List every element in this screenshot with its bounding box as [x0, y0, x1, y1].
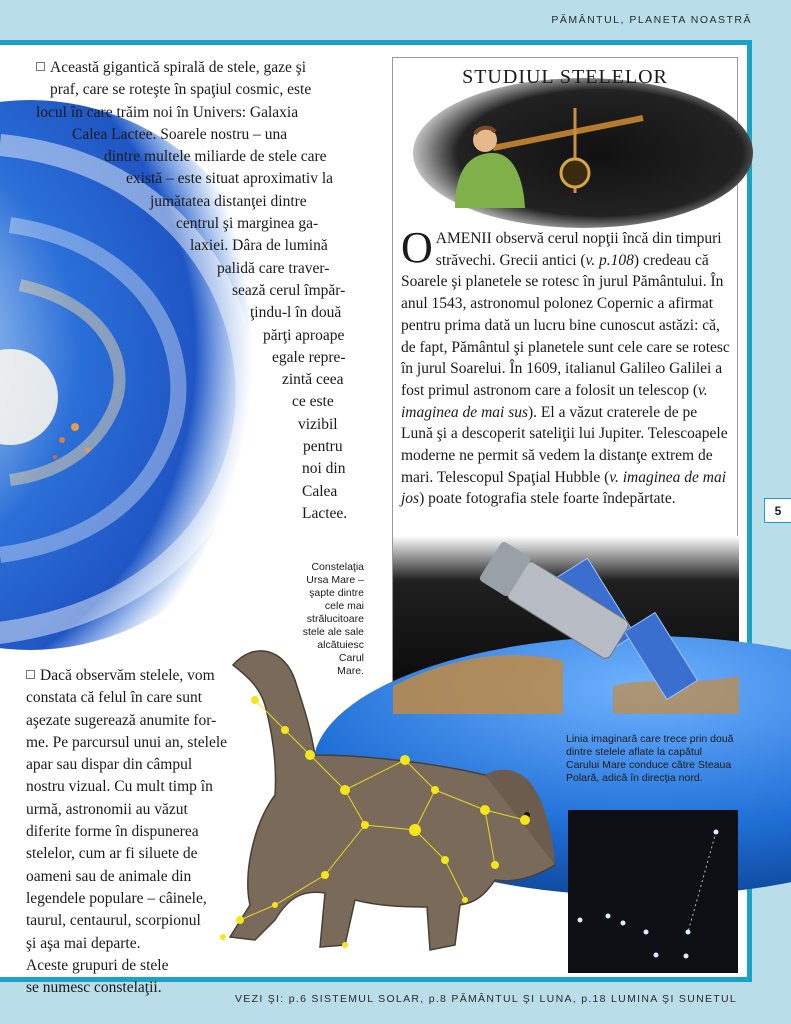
text-line: legendele populare – câinele,: [26, 889, 207, 907]
text-run: v. imaginea de mai sus: [401, 381, 708, 421]
text-line: centrul şi marginea ga-: [176, 215, 319, 233]
text-run: v. imaginea de mai jos: [401, 468, 727, 508]
text-line: taurul, centaurul, scorpionul: [26, 912, 201, 930]
great-bear-illustration: [215, 645, 560, 955]
text-line: constata că felul în care sunt: [26, 689, 203, 707]
text-line: nostru vizual. Cu mult timp în: [26, 778, 213, 796]
text-line: stelelor, cum ar fi siluete de: [26, 845, 198, 863]
caption-line: şapte dintre: [309, 587, 364, 599]
page-number: 5: [764, 498, 791, 523]
text-line: noi din: [302, 460, 346, 478]
text-line: praf, care se roteşte în spaţiul cosmic, este: [50, 81, 312, 99]
text-line: zintă ceea: [282, 371, 344, 389]
text-line: Aceste grupuri de stele: [26, 956, 169, 974]
text-line: Calea: [302, 482, 338, 500]
text-line: diferite forme în dispunerea: [26, 823, 199, 841]
caption-line: Constelaţia: [311, 561, 364, 573]
constellations-text: [26, 665, 266, 999]
text-line: Dacă observăm stelele, vom: [40, 667, 215, 684]
text-run: AMENII observă cerul nopţii încă din timpuri străvechi. Grecii antici (: [435, 230, 722, 269]
big-dipper-photo: [568, 810, 738, 973]
page-frame: [0, 40, 752, 997]
text-line: palidă care traver-: [217, 259, 330, 277]
text-line: locul în care trăim noi în Univers: Galaxia: [36, 103, 299, 121]
text-line: dintre multele miliarde de stele care: [104, 148, 327, 166]
text-line: me. Pe parcursul unui an, stelele: [26, 733, 228, 751]
text-line: egale repre-: [272, 348, 346, 366]
panel-title: STUDIUL STELELOR: [462, 66, 668, 88]
text-line: şi aşa mai departe.: [26, 934, 141, 952]
text-line: se numesc constelaţii.: [26, 979, 162, 997]
text-line: Calea Lactee. Soarele nostru – una: [72, 125, 288, 143]
text-line: Această gigantică spirală de stele, gaze şi: [50, 59, 307, 76]
text-line: aşezate sugerează anumite for-: [26, 711, 217, 729]
text-line: părţi aproape: [263, 326, 345, 344]
text-line: apar sau dispar din câmpul: [26, 756, 193, 774]
text-line: ce este: [292, 393, 334, 411]
drop-cap: O: [401, 223, 433, 272]
star-study-panel: [392, 57, 738, 713]
caption-line: cele mai: [324, 600, 364, 612]
text-run: ) credeau că Soarele şi planetele se rotesc în jurul Pământului. În anul 1543, astronomul polonez Copernic a afirmat pentru prima dată un lucru bine cunoscut astăzi: că, de fapt, Pământul şi planetele sunt cele care se rotesc în jurul Soarelui. În 1609, italianul Galileo Galilei a fost primul astronom care a folosit un telescop (: [401, 251, 730, 399]
text-run: ) poate fotografia stele foarte îndepărtate.: [419, 490, 676, 508]
text-line: vizibil: [298, 415, 338, 433]
panel-text: [401, 223, 731, 510]
text-line: pentru: [303, 438, 343, 456]
checkbox-bullet-icon: [36, 62, 45, 71]
text-line: Lactee.: [302, 504, 348, 522]
caption-line: stele ale sale: [302, 626, 364, 638]
caption-line: Mare.: [337, 665, 364, 677]
text-line: urmă, astronomii au văzut: [26, 800, 188, 818]
running-header: PĂMÂNTUL, PLANETA NOASTRĂ: [551, 14, 752, 26]
polar-star-caption: Linia imaginară care trece prin două dintre stelele aflate la capătul Carului Mare conduce către Steaua Polară, adică în direcţia nord.: [566, 733, 734, 784]
text-run: ). El a văzut craterele de pe Lună şi a descoperit sateliţii lui Jupiter. Telescoapele moderne ne permit să vedem la distanţe extrem de mari. Telescopul Spaţial Hubble (: [401, 403, 728, 486]
text-line: există – este situat aproximativ la: [126, 170, 334, 188]
text-line: sează cerul împăr-: [232, 281, 346, 299]
text-line: ţindu-l în două: [250, 304, 342, 322]
checkbox-bullet-icon: [26, 670, 35, 679]
text-line: jumătatea distanţei dintre: [150, 192, 307, 210]
caption-line: alcătuiesc: [317, 639, 364, 651]
text-run: v. p.108: [585, 251, 634, 269]
caption-line: Ursa Mare –: [306, 574, 364, 586]
galaxy-text: [0, 57, 362, 525]
text-line: laxiei. Dâra de lumină: [190, 237, 328, 255]
caption-line: Carul: [338, 652, 364, 664]
see-also-footer: VEZI ŞI: p.6 SISTEMUL SOLAR, p.8 PĂMÂNTUL ŞI LUNA, p.18 LUMINA ŞI SUNETUL: [235, 993, 737, 1005]
text-line: oameni sau de animale din: [26, 867, 192, 885]
caption-line: strălucitoare: [306, 613, 364, 625]
